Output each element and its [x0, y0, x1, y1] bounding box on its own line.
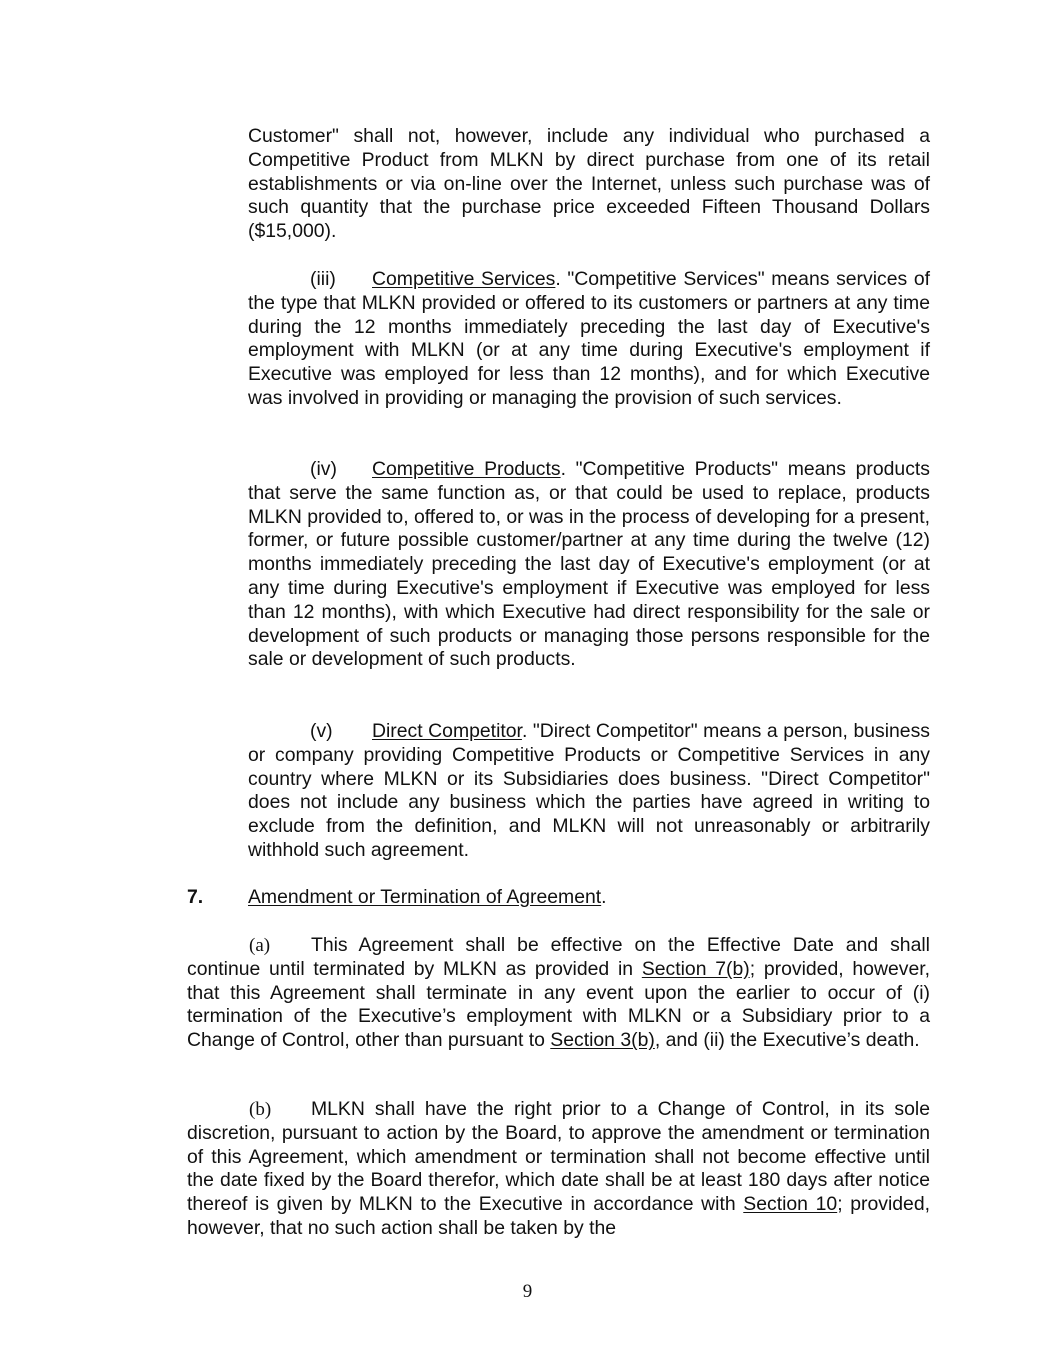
paragraph-7b-label: (b): [249, 1099, 272, 1120]
section-7-heading: [187, 886, 607, 910]
section-3b-reference: Section 3(b): [550, 1029, 655, 1052]
paragraph-7b-text-1: MLKN shall have the right prior to a Change of Control, in its sole discretion, pursuant to action by the Board, to approve the amendment or termination of this Agreement, which amendment or termination shall not become effective until the date fixed by the Board therefor, which date shall be at least 180 days after notice thereof is given by MLKN to the Executive in accordance with: [187, 1098, 930, 1216]
subsection-iv-term: Competitive Products: [372, 458, 561, 480]
subsection-iii-term: Competitive Services: [372, 268, 556, 290]
subsection-iv-number: (iv): [310, 458, 337, 480]
continuation-paragraph: [248, 125, 930, 244]
paragraph-7b: [187, 1098, 930, 1241]
paragraph-7a-text-1: This Agreement shall be effective on the Effective Date and shall continue until terminated by MLKN as provided in: [187, 934, 930, 980]
subsection-iii-number: (iii): [310, 268, 336, 290]
paragraph-7a-text-2: ; provided, however, that this Agreement shall terminate in any event upon the earlier to occur of (i) termination of the Executive’s employment with MLKN or a Subsidiary prior to a Change of Control, other than pursuant to: [187, 957, 931, 1052]
subsection-iii-body: . "Competitive Services" means services of the type that MLKN provided or offered to its customers or partners at any time during the 12 months immediately preceding the last day of Executive's employment with MLKN (or at any time during Executive's employment if Executive was employed for less than 12 months), and for which Executive was involved in providing or managing the provision of such services.: [248, 268, 931, 409]
subsection-v-term: Direct Competitor: [372, 720, 522, 742]
section-7b-reference: Section 7(b): [641, 957, 750, 980]
paragraph-7a-label: (a): [249, 935, 271, 956]
paragraph-7a-text-3: , and (ii) the Executive’s death.: [654, 1029, 920, 1052]
page-number: 9: [522, 1281, 533, 1302]
subsection-iii-paragraph: [248, 268, 930, 411]
section-10-reference: Section 10: [743, 1193, 838, 1216]
subsection-iv-paragraph: [248, 458, 930, 672]
subsection-v-paragraph: [248, 720, 930, 863]
subsection-v-body: . "Direct Competitor" means a person, business or company providing Competitive Products or Competitive Services in any country where MLKN or its Subsidiaries does business. "Direct Competitor" does not include any business which the parties have agreed in writing to exclude from the definition, and MLKN will not unreasonably or arbitrarily withhold such agreement.: [248, 720, 930, 861]
section-7-title: Amendment or Termination of Agreement: [248, 886, 602, 908]
paragraph-7b-text-2: ; provided, however, that no such action shall be taken by the: [187, 1193, 930, 1239]
continuation-text: Customer" shall not, however, include any individual who purchased a Competitive Product from MLKN by direct purchase from one of its retail establishments or via on-line over the Internet, unless such purchase was of such quantity that the purchase price exceeded Fifteen Thousand Dollars ($15,000).: [248, 125, 930, 243]
subsection-iv-body: . "Competitive Products" means products that serve the same function as, or that could be used to replace, products MLKN provided to, offered to, or was in the process of developing for a present, former, or future possible customer/partner at any time during the twelve (12) months immediately preceding the last day of Executive's employment (or at any time during Executive's employment if Executive was employed for less than 12 months), with which Executive had direct responsibility for the sale or development of such products or managing those persons responsible for the sale or development of such products.: [248, 458, 930, 671]
section-7-title-end: .: [601, 886, 607, 908]
section-7-number: 7.: [187, 886, 204, 908]
subsection-v-number: (v): [310, 720, 333, 742]
paragraph-7a: [187, 934, 930, 1053]
